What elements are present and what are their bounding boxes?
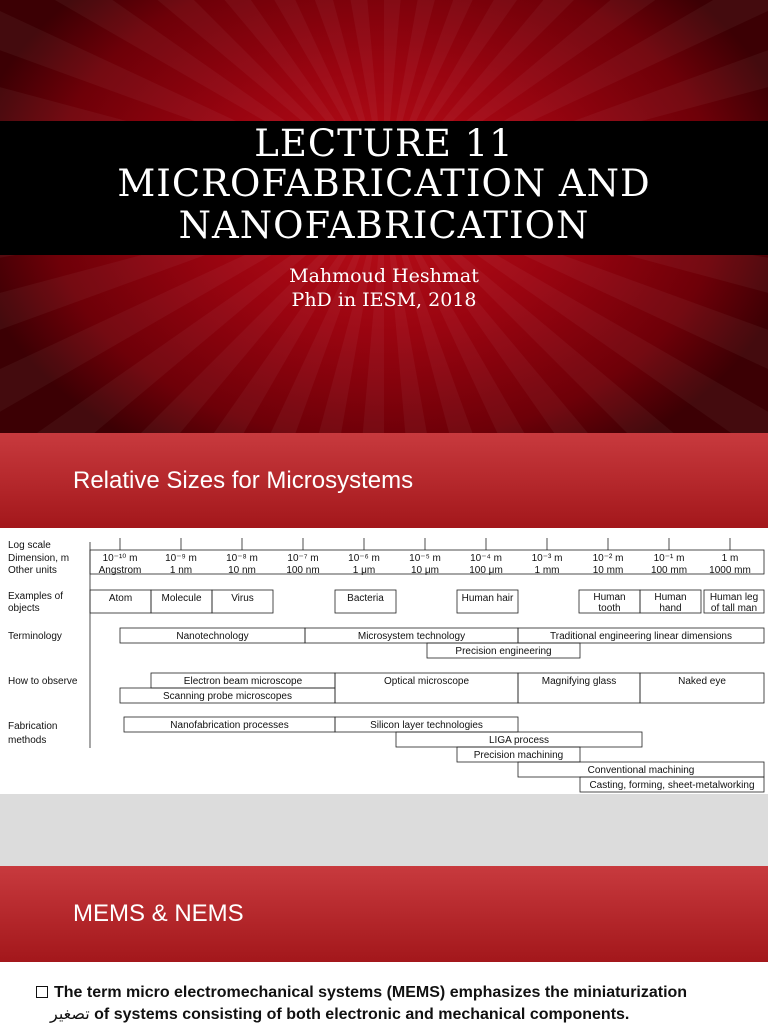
row-label-dimension: Dimension, m (8, 553, 70, 564)
unit-label: 1 mm (534, 565, 560, 576)
example-virus-label: Virus (231, 593, 254, 604)
unit-label: 10 mm (592, 565, 624, 576)
fab-liga-label: LIGA process (488, 735, 550, 746)
title-slide (0, 0, 768, 433)
example-human-hand-label: hand (659, 603, 682, 614)
section-banner-relative-sizes (0, 433, 768, 528)
row-label-observe: How to observe (8, 676, 78, 687)
observe-magnifying-label: Magnifying glass (541, 676, 617, 687)
observe-electron-beam-label: Electron beam microscope (183, 676, 303, 687)
row-label-terminology: Terminology (8, 631, 62, 642)
example-human-leg-label: of tall man (710, 603, 758, 614)
diagram-svg (0, 528, 768, 794)
fab-casting-label: Casting, forming, sheet-metalworking (589, 780, 755, 791)
dimension-label: 10⁻⁹ m (165, 553, 197, 564)
example-human-leg-label: Human leg (709, 592, 759, 603)
author-degree: PhD in IESM, 2018 (291, 289, 477, 311)
unit-label: 100 mm (650, 565, 688, 576)
relative-sizes-diagram (0, 528, 768, 794)
row-label-fabrication: Fabrication (8, 721, 58, 732)
dimension-label: 10⁻⁷ m (287, 553, 319, 564)
example-human-hair-label: Human hair (461, 593, 514, 604)
lecture-title-line2: NANOFABRICATION (178, 204, 590, 247)
dimension-label: 10⁻¹⁰ m (102, 553, 138, 564)
bullet-line-1: The term micro electromechanical systems (MEMS) emphasizes the miniaturization (36, 984, 687, 1002)
observe-optical-label: Optical microscope (383, 676, 470, 687)
observe-naked-eye-label: Naked eye (678, 676, 726, 687)
section-title-mems: MEMS & NEMS (73, 900, 244, 927)
diagram-bars (90, 538, 764, 792)
dimension-label: 10⁻⁶ m (348, 553, 380, 564)
example-human-hand-label: Human (654, 592, 687, 603)
dimension-label: 10⁻³ m (531, 553, 563, 564)
dimension-label: 10⁻⁵ m (409, 553, 441, 564)
example-human-tooth-label: Human (593, 592, 626, 603)
lecture-title-line1: MICROFABRICATION AND (117, 162, 651, 205)
fab-conventional-label: Conventional machining (587, 765, 695, 776)
checkbox-bullet-icon (36, 986, 48, 998)
section-title: Relative Sizes for Microsystems (73, 467, 414, 494)
unit-label: 10 μm (411, 565, 439, 576)
unit-label: 1000 mm (709, 565, 751, 576)
unit-label: 10 nm (228, 565, 256, 576)
dimension-label: 10⁻² m (592, 553, 624, 564)
fab-silicon-layer-label: Silicon layer technologies (370, 720, 483, 731)
term-microsystem-label: Microsystem technology (357, 631, 466, 642)
row-label-log-scale: Log scale (8, 540, 51, 551)
unit-label: Angstrom (98, 565, 142, 576)
dimension-label: 1 m (721, 553, 739, 564)
row-label-other-units: Other units (8, 565, 57, 576)
unit-label: 1 μm (352, 565, 376, 576)
dimension-label: 10⁻⁴ m (470, 553, 502, 564)
mems-body (0, 962, 768, 1024)
unit-label: 1 nm (169, 565, 193, 576)
observe-scanning-probe-label: Scanning probe microscopes (163, 691, 292, 702)
unit-label: 100 nm (286, 565, 320, 576)
row-label-methods: methods (8, 735, 47, 746)
section-banner-mems-nems (0, 866, 768, 962)
slide-footer-area (0, 794, 768, 866)
row-label-objects: objects (8, 603, 40, 614)
example-bacteria-label: Bacteria (347, 593, 384, 604)
dimension-label: 10⁻¹ m (653, 553, 685, 564)
bullet-line-2: تصغير of systems consisting of both electronic and mechanical components. (50, 1004, 630, 1023)
dimension-label: 10⁻⁸ m (226, 553, 258, 564)
example-human-tooth-label: tooth (598, 603, 621, 614)
author-name: Mahmoud Heshmat (289, 265, 479, 287)
example-molecule-label: Molecule (161, 593, 202, 604)
fab-nanofabrication-label: Nanofabrication processes (170, 720, 289, 731)
unit-label: 100 μm (469, 565, 503, 576)
lecture-number: LECTURE 11 (254, 122, 514, 165)
term-traditional-label: Traditional engineering linear dimensions (550, 631, 732, 642)
term-precision-label: Precision engineering (455, 646, 552, 657)
row-label-examples: Examples of (8, 591, 64, 602)
arabic-word: تصغير (50, 1004, 90, 1023)
term-nanotech-label: Nanotechnology (176, 631, 249, 642)
fab-precision-machining-label: Precision machining (473, 750, 564, 761)
example-atom-label: Atom (108, 593, 133, 604)
